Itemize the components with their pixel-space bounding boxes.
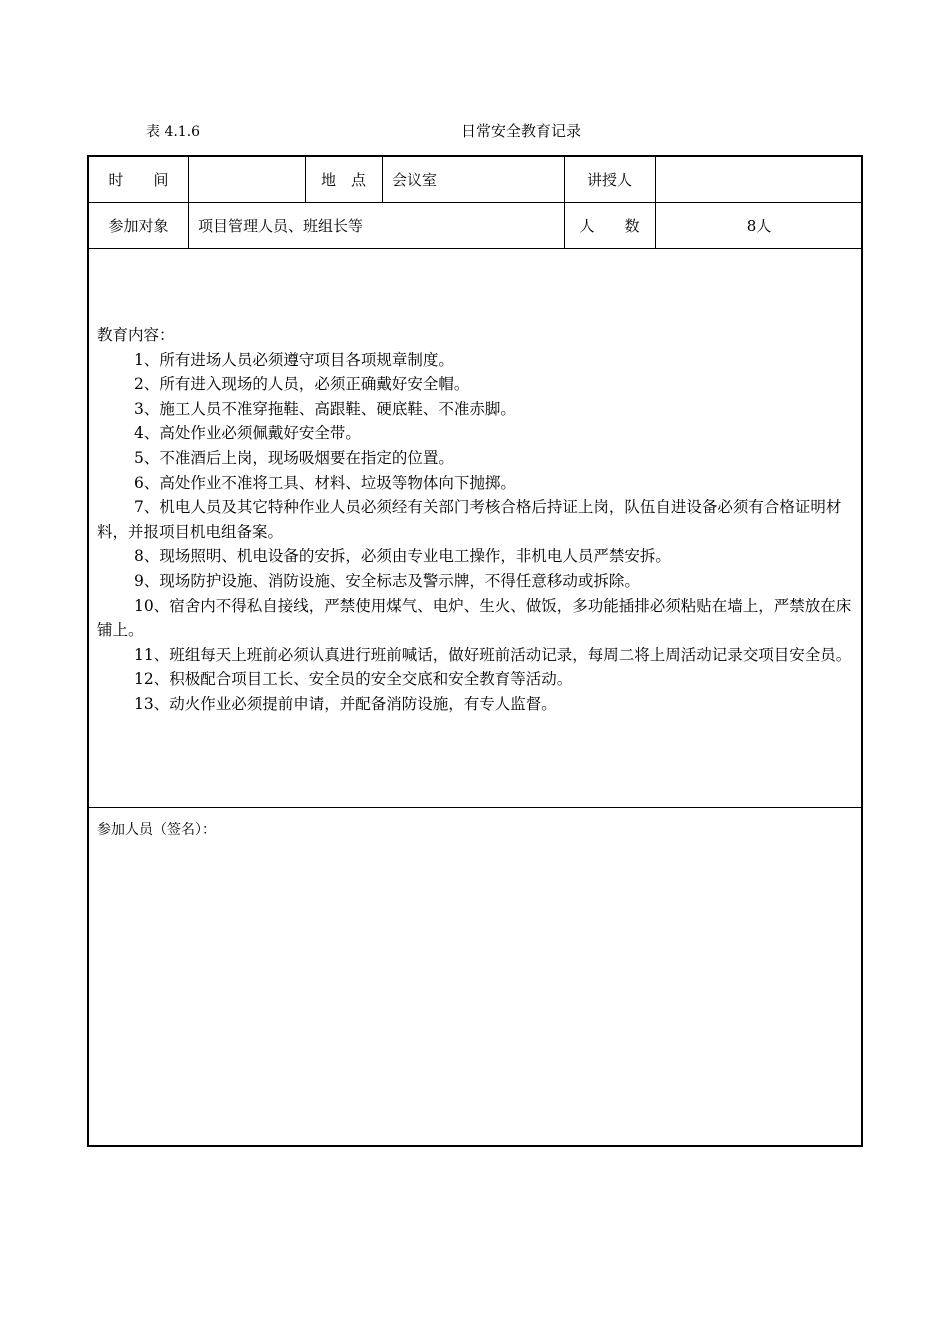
column-divider <box>188 157 189 248</box>
row-divider <box>89 248 861 249</box>
education-item: 3、施工人员不准穿拖鞋、高跟鞋、硬底鞋、不准赤脚。 <box>134 399 516 418</box>
education-item: 2、所有进入现场的人员，必须正确戴好安全帽。 <box>134 375 470 394</box>
education-content <box>97 323 857 717</box>
lecturer-field[interactable] <box>661 157 861 202</box>
education-item: 12、积极配合项目工长、安全员的安全交底和安全教育等活动。 <box>134 670 573 689</box>
education-item: 1、所有进场人员必须遵守项目各项规章制度。 <box>134 350 454 369</box>
time-label: 时 间 <box>108 171 169 189</box>
time-field[interactable] <box>193 157 303 202</box>
education-item: 13、动火作业必须提前申请，并配备消防设施，有专人监督。 <box>134 694 557 713</box>
target-field[interactable]: 项目管理人员、班组长等 <box>198 217 364 235</box>
target-label: 参加对象 <box>108 217 169 235</box>
education-item: 5、不准酒后上岗，现场吸烟要在指定的位置。 <box>134 448 454 467</box>
place-label: 地 点 <box>320 171 366 189</box>
education-item: 11、班组每天上班前必须认真进行班前喊话，做好班前活动记录，每周二将上周活动记录交项目安全员。 <box>134 645 852 664</box>
lecturer-label: 讲授人 <box>586 171 632 189</box>
table-number: 表 4.1.6 <box>146 124 201 140</box>
place-field[interactable]: 会议室 <box>392 171 438 189</box>
count-field[interactable]: 8人 <box>746 217 772 235</box>
record-form <box>87 155 863 1147</box>
count-label: 人 数 <box>579 217 640 235</box>
education-item: 9、现场防护设施、消防设施、安全标志及警示牌，不得任意移动或拆除。 <box>134 571 640 590</box>
column-divider <box>382 157 383 202</box>
participants-label: 参加人员（签名）： <box>97 822 216 838</box>
education-item: 4、高处作业必须佩戴好安全带。 <box>134 424 361 443</box>
education-heading: 教育内容： <box>97 326 175 344</box>
document-title: 日常安全教育记录 <box>461 122 582 140</box>
education-item: 6、高处作业不准将工具、材料、垃圾等物体向下抛掷。 <box>134 473 516 492</box>
education-item: 7、机电人员及其它特种作业人员必须经有关部门考核合格后持证上岗，队伍自进设备必须有合格证明材料，并报项目机电组备案。 <box>97 498 842 541</box>
education-item: 8、现场照明、机电设备的安拆，必须由专业电工操作，非机电人员严禁安拆。 <box>134 547 671 566</box>
education-item: 10、宿舍内不得私自接线，严禁使用煤气、电炉、生火、做饭，多功能插排必须粘贴在墙上，严禁放在床铺上。 <box>97 596 852 640</box>
row-divider <box>89 807 861 808</box>
